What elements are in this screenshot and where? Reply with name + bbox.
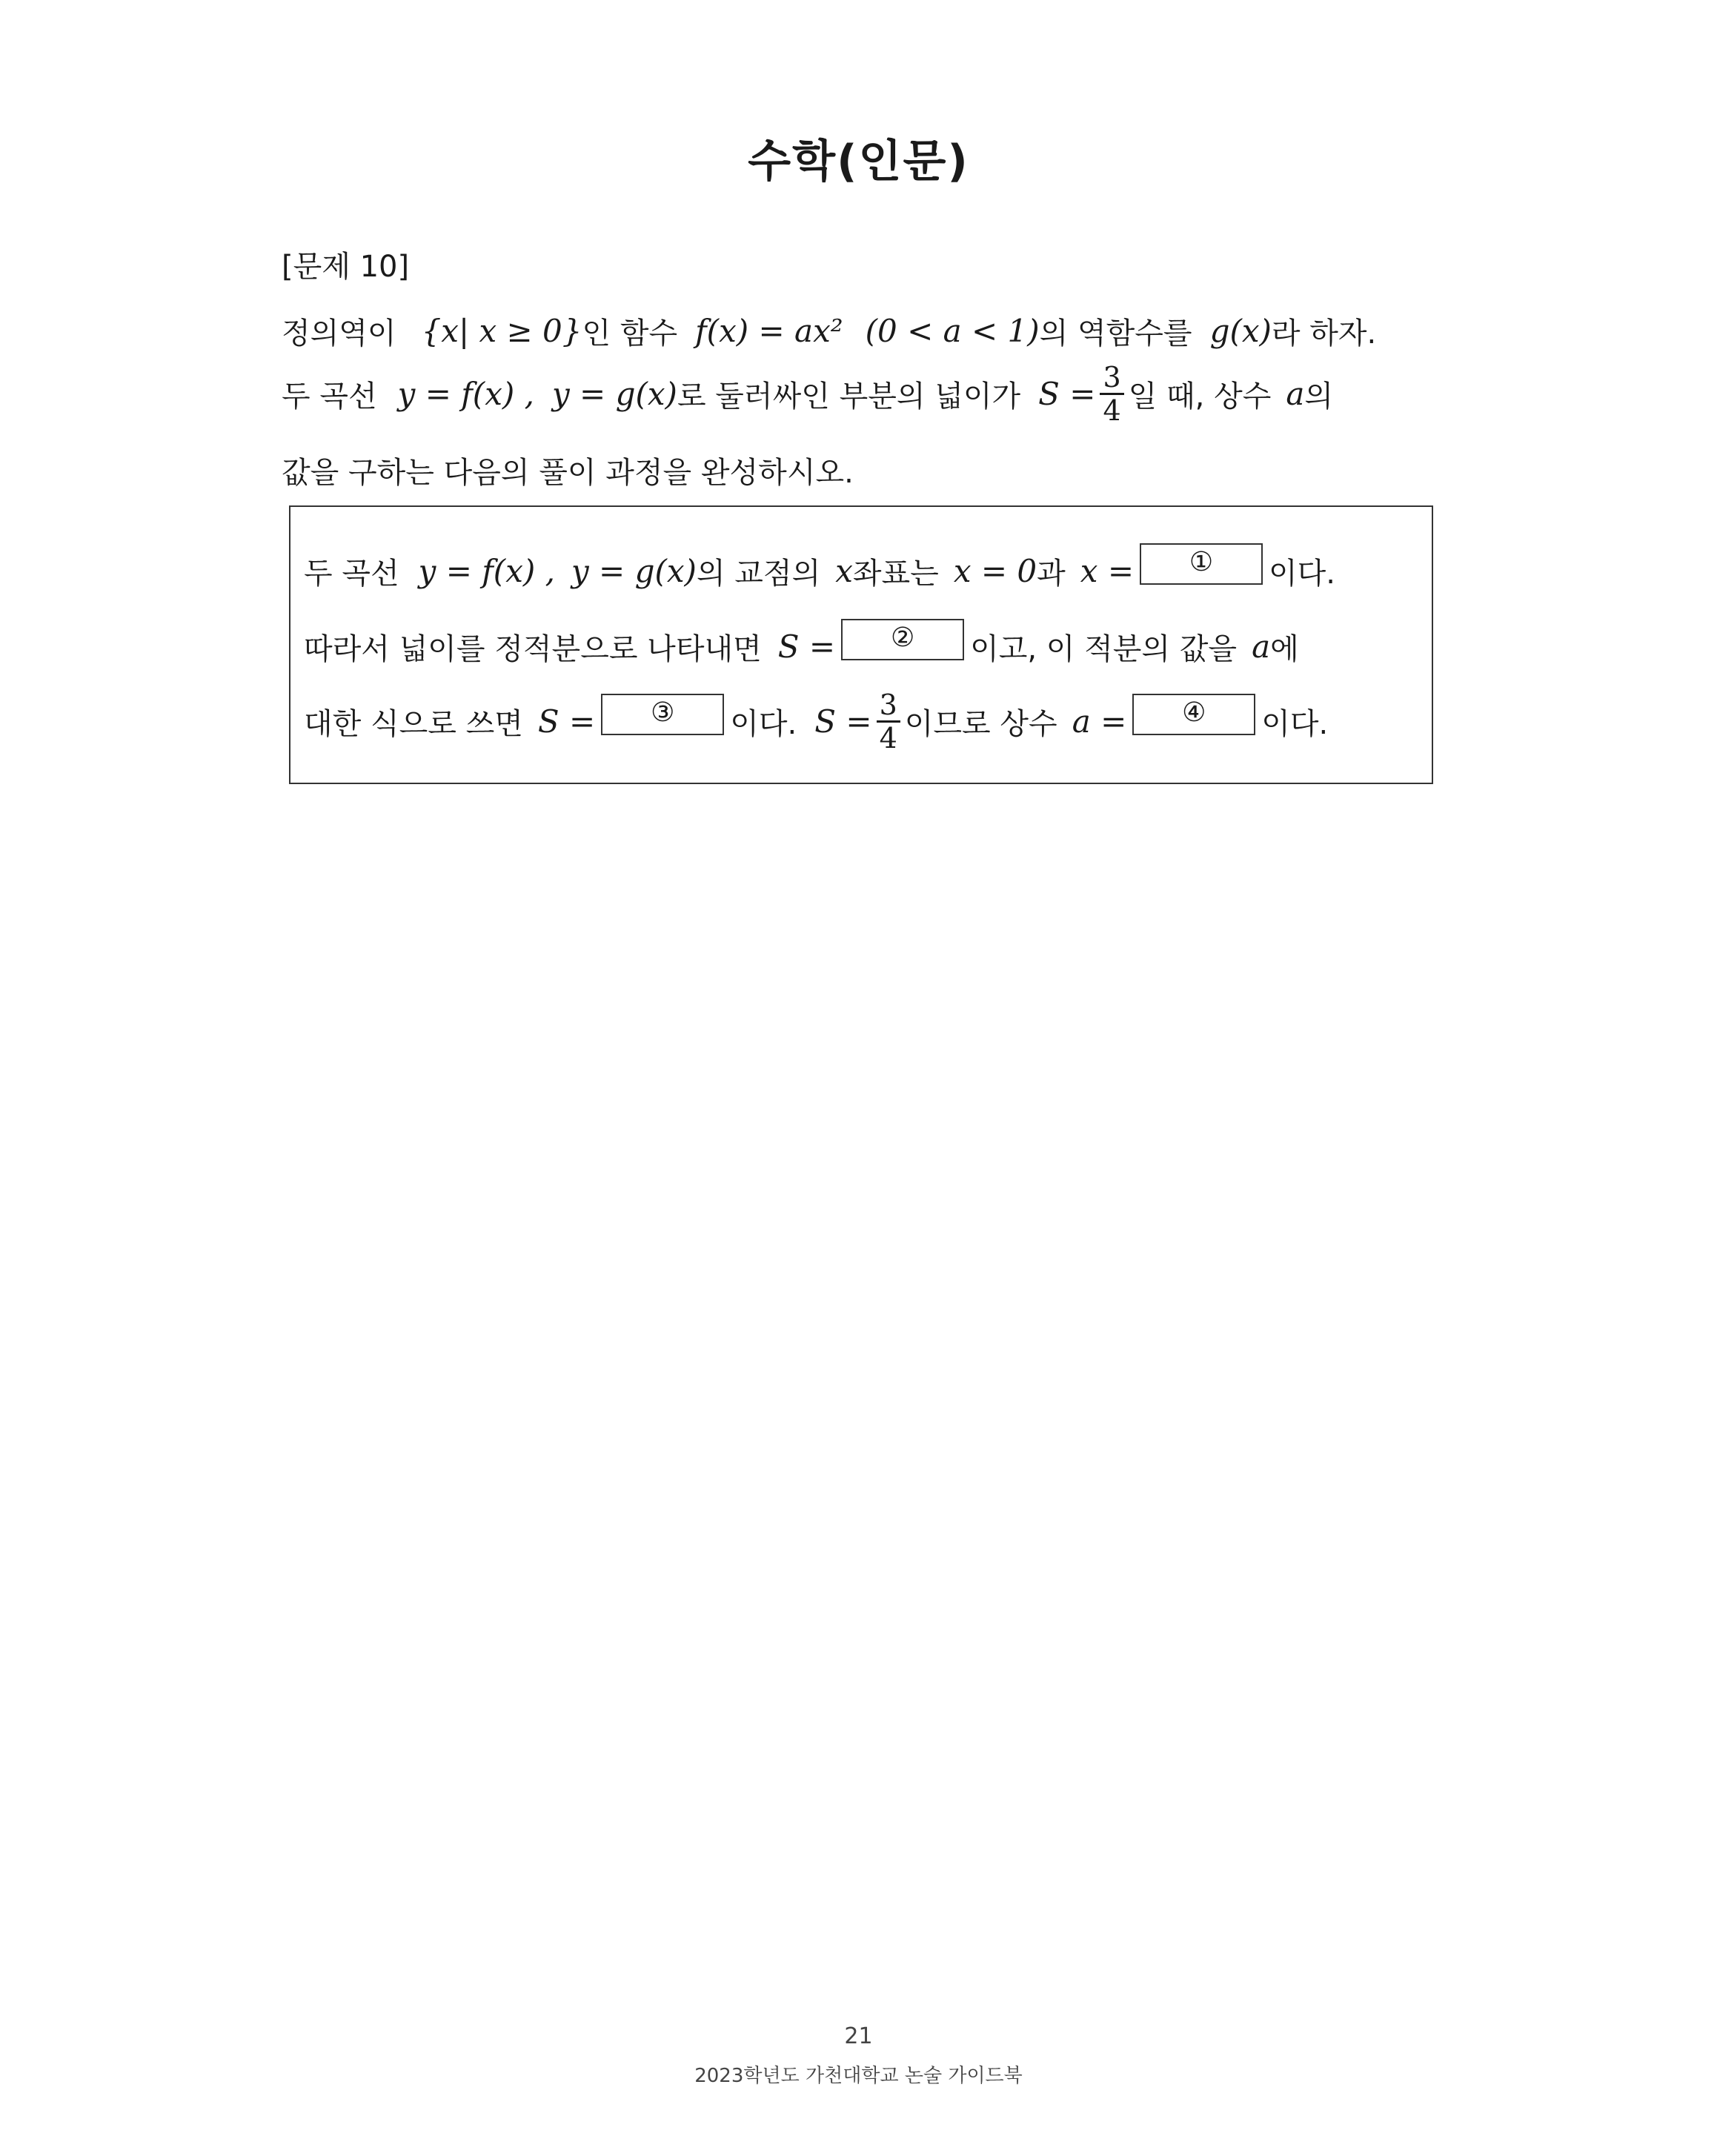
math-x: x xyxy=(835,553,853,589)
text: 과 xyxy=(1037,557,1066,591)
fraction xyxy=(877,689,900,754)
math-condition: (0 < a < 1) xyxy=(865,313,1040,349)
text: 따라서 넓이를 정적분으로 나타내면 xyxy=(304,632,762,666)
text: 이다. xyxy=(730,707,797,741)
page-number: 21 xyxy=(844,2023,873,2049)
text: 정의역이 xyxy=(282,316,396,351)
fraction-numerator: 3 xyxy=(877,689,900,723)
text: 두 곡선 xyxy=(282,379,377,414)
answer-blank-2[interactable]: ② xyxy=(841,619,964,660)
text: 일 때, 상수 xyxy=(1128,379,1272,414)
fraction-numerator: 3 xyxy=(1100,362,1123,395)
solution-row-2 xyxy=(304,622,1299,668)
page-title: 수학(인문) xyxy=(748,136,969,188)
text: 의 xyxy=(1304,379,1334,414)
math-x-equals: x = xyxy=(1080,553,1135,589)
answer-blank-4[interactable]: ④ xyxy=(1132,694,1255,735)
text: 대한 식으로 쓰면 xyxy=(304,707,523,741)
math-constant: a xyxy=(1286,376,1305,412)
math-area: S = xyxy=(1038,376,1096,412)
text: 로 둘러싸인 부분의 넓이가 xyxy=(677,379,1021,414)
math-domain: {x| x ≥ 0} xyxy=(421,313,582,349)
math-area: S = xyxy=(814,703,872,740)
text: 두 곡선 xyxy=(304,557,399,591)
problem-line-3 xyxy=(282,449,1438,491)
text: 의 교점의 xyxy=(696,557,821,591)
answer-blank-3[interactable]: ③ xyxy=(601,694,724,735)
text: 의 역함수를 xyxy=(1039,316,1192,351)
math-inverse: g(x) xyxy=(1209,313,1272,349)
text: 이므로 상수 xyxy=(904,707,1057,741)
fraction xyxy=(1100,362,1123,426)
solution-row-3 xyxy=(304,689,1328,754)
problem-number: [문제 10] xyxy=(282,250,410,284)
text: 이다. xyxy=(1261,707,1329,741)
problem-line-2 xyxy=(282,362,1438,426)
math-function: f(x) = ax² xyxy=(695,313,843,349)
math-x-zero: x = 0 xyxy=(953,553,1037,589)
problem-line-1 xyxy=(282,310,1438,352)
text: 이고, 이 적분의 값을 xyxy=(970,632,1238,666)
math-curve-g: y = g(x) xyxy=(551,376,677,412)
text: 값을 구하는 다음의 풀이 과정을 완성하시오. xyxy=(282,456,854,490)
text: 이다. xyxy=(1269,557,1336,591)
math-a-equals: a = xyxy=(1072,703,1127,740)
fraction-denominator: 4 xyxy=(879,722,897,754)
fraction-denominator: 4 xyxy=(1103,394,1121,427)
footer-book-title: 2023학년도 가천대학교 논술 가이드북 xyxy=(694,2065,1023,2087)
text: 좌표는 xyxy=(852,557,939,591)
text: 에 xyxy=(1270,632,1299,666)
solution-row-1 xyxy=(304,546,1336,592)
text: 인 함수 xyxy=(582,316,678,351)
math-constant: a xyxy=(1252,628,1271,665)
math-area: S = xyxy=(777,628,836,665)
math-area: S = xyxy=(537,703,596,740)
math-curve-g: y = g(x) xyxy=(571,553,697,589)
math-curve-f: y = f(x) , xyxy=(418,553,555,589)
answer-blank-1[interactable]: ① xyxy=(1140,543,1263,585)
text: 라 하자. xyxy=(1271,316,1377,351)
math-curve-f: y = f(x) , xyxy=(397,376,534,412)
